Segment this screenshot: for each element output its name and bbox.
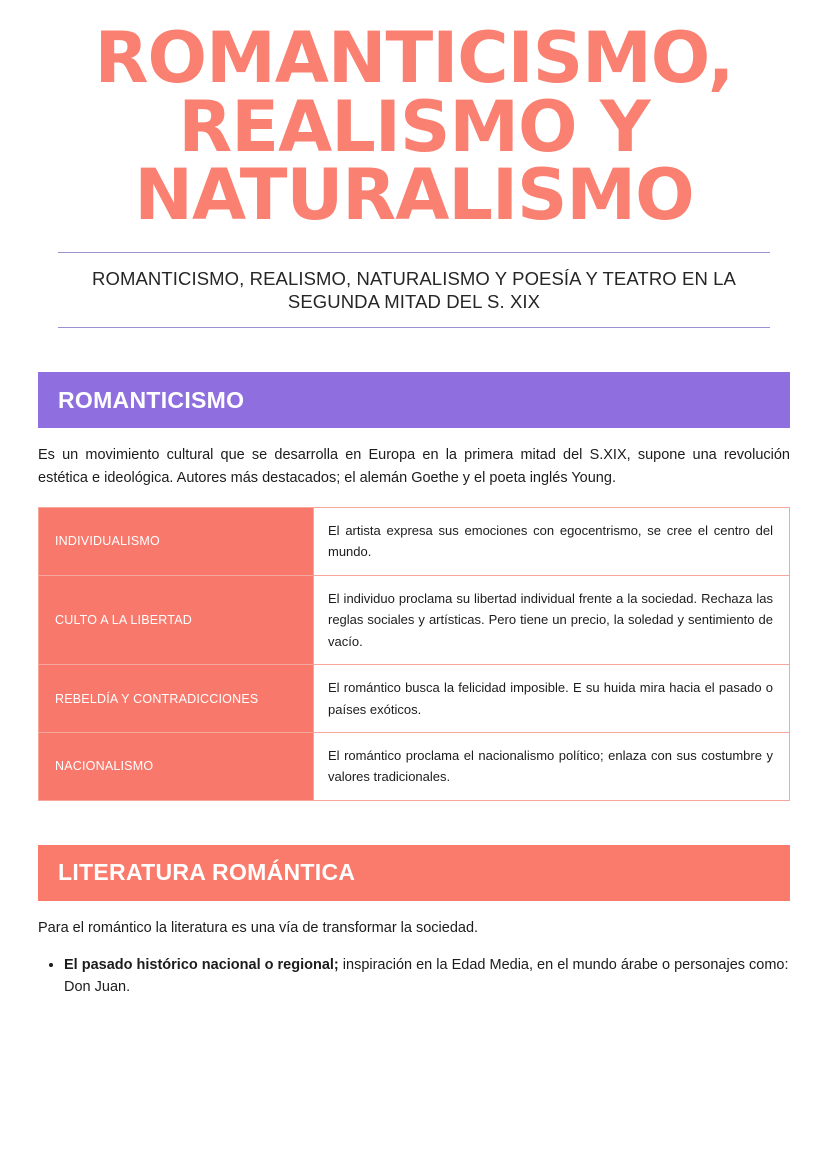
table-definition: El romántico proclama el nacionalismo político; enlaza con sus costumbre y valores tradicionales. [314,733,790,801]
table-term: CULTO A LA LIBERTAD [39,575,314,664]
table-term: REBELDÍA Y CONTRADICCIONES [39,665,314,733]
table-definition: El romántico busca la felicidad imposible. E su huida mira hacia el pasado o países exóticos. [314,665,790,733]
table-row [39,507,790,575]
bullet-list [38,954,790,999]
subtitle-block [58,252,770,328]
table-row [39,665,790,733]
title-line-1: ROMANTICISMO, [94,17,734,99]
document-title [38,0,790,237]
section-intro-romanticismo: Es un movimiento cultural que se desarrolla en Europa en la primera mitad del S.XIX, supone una revolución estética e ideológica. Autores más destacados; el alemán Goethe y el poeta inglés Young. [38,447,790,486]
section-title-literatura-romantica: LITERATURA ROMÁNTICA [58,859,356,886]
title-line-2: REALISMO Y [178,85,650,168]
table-term: NACIONALISMO [39,733,314,801]
section-header-romanticismo [38,372,790,428]
table-term: INDIVIDUALISMO [39,507,314,575]
section-title-romanticismo: ROMANTICISMO [58,386,245,413]
section-header-literatura-romantica [38,845,790,901]
list-item-rest: inspiración en la Edad Media, en el mundo árabe o personajes como: Don Juan. [64,956,789,996]
table-row [39,575,790,664]
document-subtitle: ROMANTICISMO, REALISMO, NATURALISMO Y POESÍA Y TEATRO EN LA SEGUNDA MITAD DEL S. XIX [92,267,736,312]
list-item [64,954,790,999]
title-line-3: NATURALISMO [134,154,694,237]
table-row [39,733,790,801]
table-definition: El artista expresa sus emociones con egocentrismo, se cree el centro del mundo. [314,507,790,575]
section-intro-literatura-romantica: Para el romántico la literatura es una vía de transformar la sociedad. [38,919,479,936]
list-item-lead: El pasado histórico nacional o regional; [64,956,339,973]
table-definition: El individuo proclama su libertad individual frente a la sociedad. Rechaza las reglas sociales y artísticas. Pero tiene un precio, la soledad y sentimiento de vacío. [314,575,790,664]
concept-table [38,507,790,801]
